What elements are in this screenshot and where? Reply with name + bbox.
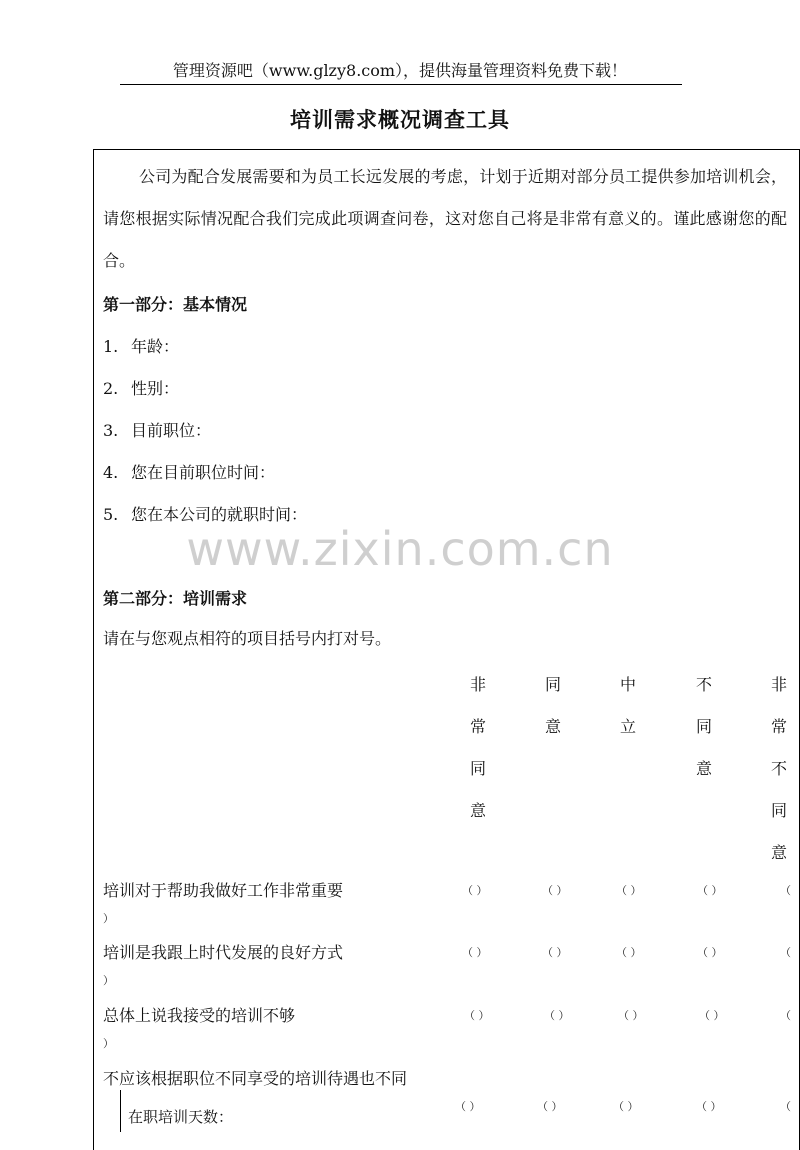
option-strongly-disagree[interactable]: （	[780, 884, 791, 897]
option-wrap-close: ）	[103, 1037, 114, 1050]
question-number: 1.	[103, 337, 119, 356]
question-position-time	[103, 460, 275, 483]
option-disagree[interactable]: （ ）	[697, 946, 723, 959]
question-age	[103, 334, 179, 357]
option-disagree[interactable]: （ ）	[697, 884, 723, 897]
column-header-neutral: 中立	[619, 675, 636, 736]
column-header-strongly-agree: 非常同意	[469, 675, 486, 820]
option-wrap-close: ）	[103, 912, 114, 925]
statement-row-label: 培训是我跟上时代发展的良好方式	[103, 943, 344, 962]
column-header-strongly-disagree: 非常不同意	[770, 675, 787, 862]
option-agree[interactable]: （ ）	[544, 1009, 570, 1022]
question-text: 年龄：	[131, 337, 180, 356]
option-neutral[interactable]: （ ）	[616, 946, 642, 959]
option-disagree[interactable]: （ ）	[699, 1009, 725, 1022]
option-strongly-agree[interactable]: （ ）	[464, 1009, 490, 1022]
option-strongly-disagree[interactable]: （	[780, 1009, 791, 1022]
question-number: 3.	[103, 421, 119, 440]
question-text: 您在本公司的就职时间：	[131, 505, 308, 524]
option-strongly-agree[interactable]: （ ）	[455, 1100, 481, 1113]
option-agree[interactable]: （ ）	[542, 884, 568, 897]
part2-instruction: 请在与您观点相符的项目括号内打对号。	[103, 629, 392, 648]
question-number: 5.	[103, 505, 119, 524]
header-source-line: 管理资源吧（www.glzy8.com），提供海量管理资料免费下载！	[172, 61, 628, 80]
option-neutral[interactable]: （ ）	[616, 884, 642, 897]
footer-left-rule	[120, 1090, 121, 1132]
column-header-disagree: 不同意	[695, 675, 712, 778]
watermark: www.zixin.com.cn	[186, 522, 614, 576]
option-strongly-disagree[interactable]: （	[780, 946, 791, 959]
column-header-agree: 同意	[544, 675, 561, 736]
option-agree[interactable]: （ ）	[542, 946, 568, 959]
option-disagree[interactable]: （ ）	[696, 1100, 722, 1113]
page-title: 培训需求概况调查工具	[290, 107, 510, 132]
question-text: 您在目前职位时间：	[131, 463, 276, 482]
option-wrap-close: ）	[103, 974, 114, 987]
header-divider	[120, 84, 682, 85]
option-strongly-agree[interactable]: （ ）	[462, 884, 488, 897]
option-neutral[interactable]: （ ）	[618, 1009, 644, 1022]
statement-row-label: 总体上说我接受的培训不够	[103, 1006, 296, 1025]
part2-heading: 第二部分：培训需求	[103, 589, 248, 608]
intro-paragraph: 公司为配合发展需要和为员工长远发展的考虑，计划于近期对部分员工提供参加培训机会，请您根据实际情况配合我们完成此项调查问卷，这对您自己将是非常有意义的。谨此感谢您的配合。	[103, 167, 787, 270]
question-gender	[103, 376, 179, 399]
option-agree[interactable]: （ ）	[537, 1100, 563, 1113]
option-neutral[interactable]: （ ）	[613, 1100, 639, 1113]
question-number: 2.	[103, 379, 119, 398]
part1-heading: 第一部分：基本情况	[103, 295, 248, 314]
statement-row-label: 培训对于帮助我做好工作非常重要	[103, 881, 344, 900]
option-strongly-agree[interactable]: （ ）	[462, 946, 488, 959]
option-strongly-disagree[interactable]: （	[780, 1100, 791, 1113]
statement-row-label: 不应该根据职位不同享受的培训待遇也不同	[103, 1069, 408, 1088]
footer-cut-text: 在职培训天数：	[128, 1108, 234, 1126]
question-number: 4.	[103, 463, 119, 482]
question-text: 目前职位：	[131, 421, 212, 440]
question-position	[103, 418, 211, 441]
question-text: 性别：	[131, 379, 180, 398]
